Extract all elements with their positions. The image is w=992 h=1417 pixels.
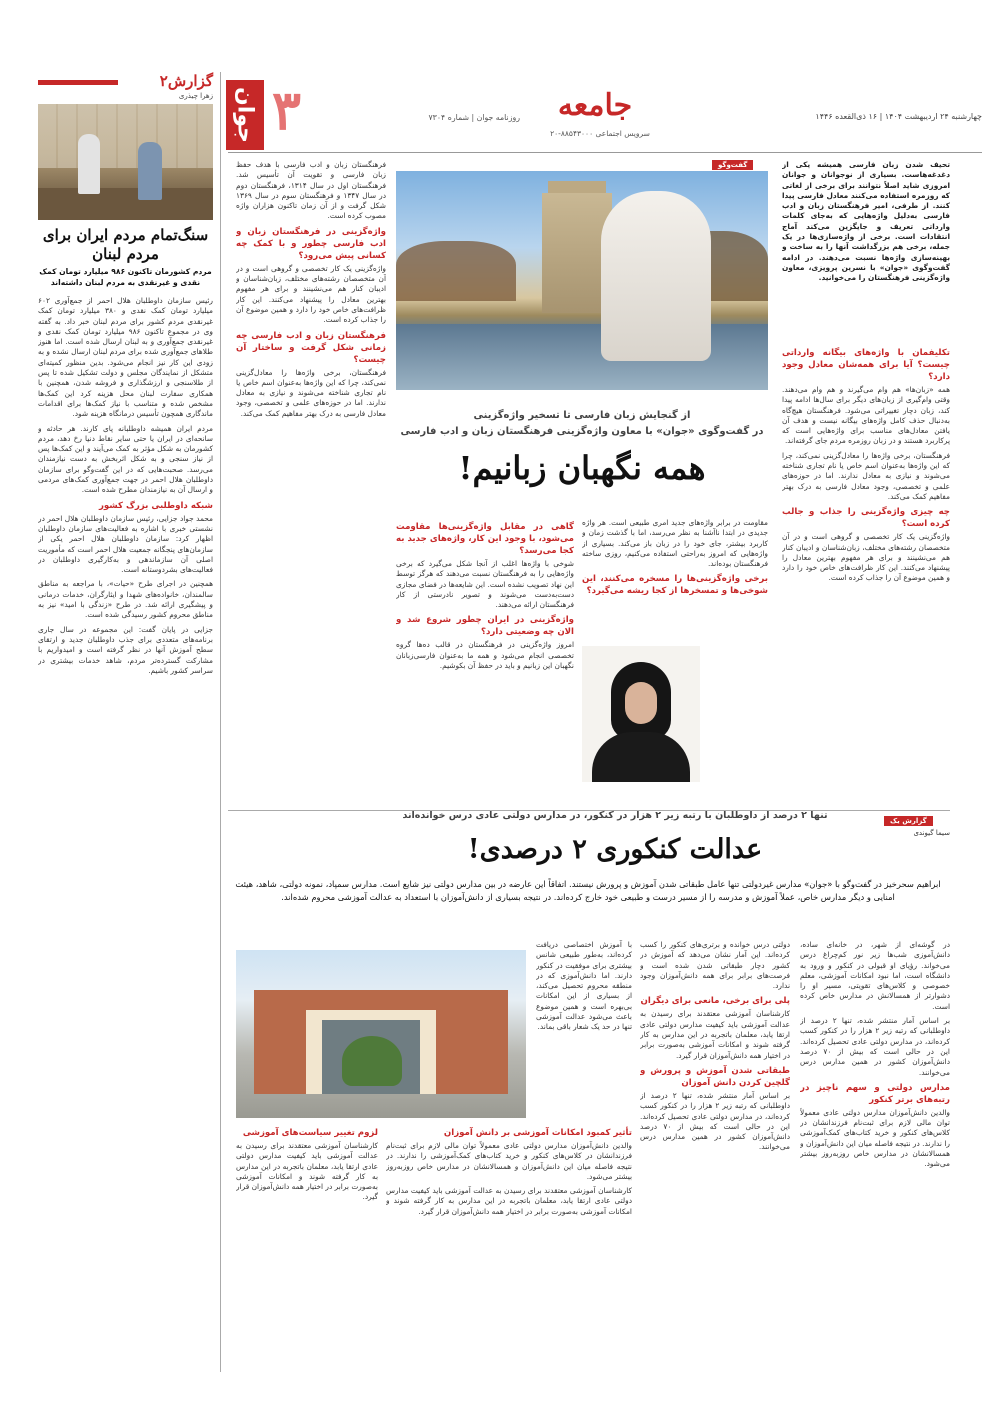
sidebar-header (38, 72, 213, 90)
paragraph: همچنین در اجرای طرح «حیات»، با مراجعه به مناطق سالمندان، خانواده‌های شهدا و ایثارگران، خدمات درمانی و پیشگیری ارائه شد. در طرح «زندگی با امید» نیز به مناطق محروم کشور رسیدگی شده است. (38, 579, 213, 620)
article2-col-1 (800, 940, 950, 1380)
feature-headline: همه نگهبان زبانیم! (458, 449, 706, 487)
interviewee-portrait (582, 646, 700, 782)
article2-col-2 (640, 940, 790, 1380)
paragraph: مردم ایران همیشه داوطلبانه پای کارند. هر حادثه و سانحه‌ای در ایران یا حتی سایر نقاط دنیا رخ دهد، مردم کشورمان به شکل مؤثر به کمک می‌آیند و این کمک‌ها پس از نیاز سنجی و به شکل اثربخش به دست نیازمندان می‌رسد. صحبت‌هایی که در این گفت‌وگو برای سازمان داوطلبان هلال احمر در جهت جمع‌آوری کمک‌های مردمی و ارسال آن به نیازمندان مطرح شده است. (38, 423, 213, 495)
feature-section-label: گفت‌وگو (712, 160, 753, 170)
paragraph: والدین دانش‌آموزان مدارس دولتی عادی معمولاً توان مالی لازم برای ثبت‌نام فرزندانشان در کلاس‌های کنکور و خرید کتاب‌های کمک‌آموزشی را ندارند. در نتیجه فاصله میان این دانش‌آموزان و همسالانشان در مدارس خاص روزبه‌روز بیشتر می‌شود. (386, 1141, 632, 1181)
feature-col-right (782, 344, 950, 804)
sidebar-accent-bar (38, 80, 118, 85)
paragraph: بر اساس آمار منتشر شده، تنها ۲ درصد از داوطلبانی که رتبه زیر ۲ هزار را در کنکور کسب کرده‌اند، در مدارس دولتی عادی تحصیل کرده‌اند. این در حالی است که بیش از ۷۰ درصد دانش‌آموزان کشور در همین مدارس درس می‌خوانند. (800, 1016, 950, 1077)
sidebar-photo (38, 104, 213, 220)
subhead: چه چیزی واژه‌گزینی را جذاب و جالب کرده است؟ (782, 507, 950, 530)
sidebar-lead: مردم کشورمان تاکنون ۹۸۶ میلیارد تومان کمک نقدی و غیرنقدی به مردم لبنان داشته‌اند (39, 267, 212, 287)
paragraph: کارشناسان آموزشی معتقدند برای رسیدن به عدالت آموزشی باید کیفیت مدارس دولتی عادی ارتقا یابد، معلمان باتجربه در این مدارس به کار گرفته شوند و امکانات آموزشی به‌صورت برابر در اختیار همه دانش‌آموزان قرار گیرد. (236, 1141, 378, 1202)
subhead: برخی واژه‌گزینی‌ها را مسخره می‌کنند، این شوخی‌ها و تمسخرها از کجا ریشه می‌گیرد؟ (582, 574, 768, 597)
subhead: فرهنگستان زبان و ادب فارسی چه زمانی شکل گرفت و ساختار آن چیست؟ (236, 330, 386, 365)
sidebar-body (38, 296, 213, 1366)
article2-col-4 (386, 1124, 632, 1380)
subhead: تکلیفمان با واژه‌های بیگانه وارداتی چیست؟ آیا برای همه‌شان معادل وجود دارد؟ (782, 348, 950, 382)
subhead: طبقاتی شدن آموزش و پرورش و گلچین کردن دانش آموزان (640, 1065, 790, 1088)
paragraph: با آموزش اختصاصی دریافت کرده‌اند، به‌طور طبیعی شانس بیشتری برای موفقیت در کنکور دارند. اما دانش‌آموزی که در منطقه محروم تحصیل می‌کند، از بسیاری از این امکانات بی‌بهره است و همین موضوع باعث می‌شود عدالت آموزشی تنها در حد یک شعار باقی بماند. (536, 940, 632, 1032)
feature-intro: تحیف شدن زبان فارسی همیشه یکی از دغدغه‌هاست. بسیاری از نوجوانان و جوانان امروزی شاید اصلاً نتوانند برای برخی از لغاتی که روزمره استفاده می‌کنند معادل فارسی پیدا کنند. از طرفی، امیر فرهنگستان زبان و ادب فارسی به‌دلیل واژه‌هایی که به‌جای کلمات وارداتی تعریف و جایگزین می‌کند آماج انتقادات است. برخی از واژه‌سازی‌ها در یک جمله، برخی هم بزرگداشت آنها را به ساخت و بهینه‌سازی واژه‌ها نسبت می‌دهند. در ادامه گفت‌وگوی «جوان» با نسرین پرویزی، معاون واژه‌گزینی فرهنگستان را می‌خوانید. (782, 160, 950, 283)
article2-author: سیما گیوندی (913, 829, 950, 837)
paragraph: مقاومت در برابر واژه‌های جدید امری طبیعی است. هر واژه جدیدی در ابتدا ناآشنا به نظر می‌رسد، اما با گذشت زمان و کاربرد بیشتر، جای خود را در زبان باز می‌کند. بسیاری از واژه‌هایی که امروز به‌راحتی استفاده می‌کنیم، روزی ساخته فرهنگستان بوده‌اند. (582, 518, 768, 569)
paragraph: والدین دانش‌آموزان مدارس دولتی عادی معمولاً توان مالی لازم برای ثبت‌نام فرزندانشان در کلاس‌های کنکور و خرید کتاب‌های کمک‌آموزشی را ندارند. در نتیجه فاصله میان این دانش‌آموزان و همسالانشان در مدارس خاص روزبه‌روز بیشتر می‌شود. (800, 1107, 950, 1169)
masthead-divider (228, 152, 982, 153)
sidebar-headline: سنگ‌تمام مردم ایران برای مردم لبنان (42, 226, 209, 263)
paragraph: واژه‌گزینی یک کار تخصصی و گروهی است و در آن متخصصان رشته‌های مختلف، زبان‌شناسان و ادیبان کنار هم می‌نشینند و برای هر مفهوم بهترین معادل را پیشنهاد می‌کنند. این کار ظرافت‌های خاص خود را دارد و همین موضوع آن را جذاب کرده است. (782, 532, 950, 583)
subhead: گاهی در مقابل واژه‌گزینی‌ها مقاومت می‌شود، با وجود این کار، واژه‌های جدید به کجا می‌رسد؟ (396, 522, 574, 556)
paragraph: فرهنگستان، برخی واژه‌ها را معادل‌گزینی نمی‌کند، چرا که این واژه‌ها به‌عنوان اسم خاص یا نام تجاری شناخته می‌شوند و نیازی به معادل ندارند. اما در حوزه‌های علمی و تخصصی، وجود معادل فارسی به درک بهتر مفاهیم کمک می‌کند. (782, 450, 950, 501)
subhead: واژه‌گزینی در فرهنگستان زبان و ادب فارسی چطور و با کمک چه کسانی پیش می‌رود؟ (236, 226, 386, 261)
feature-col-c (236, 160, 386, 806)
paragraph: رئیس سازمان داوطلبان هلال احمر از جمع‌آوری ۶۰۲ میلیارد تومان کمک نقدی و ۳۸۰ میلیارد تومان کمک غیرنقدی مردم کشور برای مردم لبنان خبر داد. به گفته وی در مجموع تاکنون ۹۸۶ میلیارد تومان کمک نقدی و غیرنقدی جمع‌آوری و به لبنان ارسال شده است. اما هنوز طلاهای جمع‌آوری شده برای مردم لبنان ارسال نشده و به زودی این کار نیز انجام می‌شود. بدین منظور کمیته‌ای متشکل از نمایندگان مجلس و دولت تشکیل شده تا پس از طلاسنجی و ارزشگذاری و فروشه شدن، همچنین با همکاری سفارت لبنان محل هزینه کرد این کمک‌ها مشخص شده و متناسب با نیاز کمک‌ها برای اقدامات ماندگاری همچون تأسیس درمانگاه هزینه شود. (38, 296, 213, 419)
subhead: مدارس دولتی و سهم ناچیز در رتبه‌های برتر کنکور (800, 1082, 950, 1105)
column-rule (220, 72, 221, 1372)
subhead: تأثیر کمبود امکانات آموزشی بر دانش آموزان (443, 1128, 632, 1138)
paragraph: امروز واژه‌گزینی در فرهنگستان در قالب ده‌ها گروه تخصصی انجام می‌شود و همه ما به‌عنوان فارسی‌زبانان نگهبان این زبانیم و باید در حفظ آن بکوشیم. (396, 640, 574, 671)
article2-section-label: گزارش یک (884, 816, 933, 826)
article2-col-5 (236, 1124, 378, 1380)
paragraph: واژه‌گزینی یک کار تخصصی و گروهی است و در آن متخصصان رشته‌های مختلف، زبان‌شناسان و ادیبان کنار هم می‌نشینند و برای هر مفهوم بهترین معادل را پیشنهاد می‌کنند. این کار ظرافت‌های خاص خود را دارد و همین موضوع آن را جذاب کرده است. (236, 263, 386, 325)
section-subtitle: سرویس اجتماعی ۸۸۵۴۳۰۰۰-۲۰ (550, 129, 650, 138)
paragraph: بر اساس آمار منتشر شده، تنها ۲ درصد از داوطلبانی که رتبه زیر ۲ هزار را در کنکور کسب کرده‌اند، در مدارس دولتی عادی تحصیل کرده‌اند. این در حالی است که بیش از ۷۰ درصد دانش‌آموزان کشور در همین مدارس درس می‌خوانند. (640, 1090, 790, 1152)
paragraph: شوخی با واژه‌ها اغلب از آنجا شکل می‌گیرد که برخی واژه‌هایی را به فرهنگستان نسبت می‌دهند که هرگز توسط این نهاد تصویب نشده است. این شایعه‌ها در فضای مجازی دست‌به‌دست می‌شوند و تصویر نادرستی از کار فرهنگستان ارائه می‌دهند. (396, 559, 574, 610)
article2-col-3 (536, 940, 632, 1112)
issue-date: چهارشنبه ۲۴ اردیبهشت ۱۴۰۴ | ۱۶ ذی‌القعده ۱۴۴۶ (815, 112, 982, 121)
paragraph: همه «زبان‌ها» هم وام می‌گیرند و هم وام می‌دهند. وقتی وام‌گیری از زبان‌های دیگر برای سال‌ها ادامه پیدا کند، زبان دچار تغییراتی می‌شود. فرهنگستان هیچ‌گاه به‌دنبال حذف کامل واژه‌های بیگانه نیست و هدف آن یافتن معادل‌های مناسب برای واژه‌هایی است که پرکاربرد هستند و در زبان روزمره مردم جای گرفته‌اند. (782, 385, 950, 446)
subhead: واژه‌گزینی در ایران چطور شروع شد و الان چه وضعیتی دارد؟ (396, 615, 574, 638)
paragraph: دولتی درس خوانده و برتری‌های کنکور را کسب کرده‌اند. این آمار نشان می‌دهد که آموزش در کشور دچار طبقاتی شدن شده است و فرصت‌های برابر برای همه دانش‌آموزان وجود ندارد. (640, 940, 790, 991)
paragraph: کارشناسان آموزشی معتقدند برای رسیدن به عدالت آموزشی باید کیفیت مدارس دولتی عادی ارتقا یابد، معلمان باتجربه در این مدارس به کار گرفته شوند و امکانات آموزشی به‌صورت برابر در اختیار همه دانش‌آموزان قرار گیرد. (640, 1009, 790, 1060)
newspaper-logo: جوان (226, 80, 264, 150)
article2-headline: عدالت کنکوری ۲ درصدی! (467, 834, 763, 865)
feature-hero-photo (396, 171, 768, 390)
paragraph: در گوشه‌ای از شهر، در خانه‌ای ساده، دانش‌آموزی شب‌ها زیر نور کم‌چراغ درس می‌خواند. رؤیای او قبولی در کنکور و ورود به دانشگاه است، اما نبود امکانات آموزشی، معلم خصوصی و کلاس‌های تقویتی، مسیر او را دشوارتر از همسالانش در مدارس خاص کرده است. (800, 940, 950, 1011)
paragraph: کارشناسان آموزشی معتقدند برای رسیدن به عدالت آموزشی باید کیفیت مدارس دولتی عادی ارتقا یابد، معلمان باتجربه در این مدارس به کار گرفته شوند و امکانات آموزشی به‌صورت برابر در اختیار همه دانش‌آموزان قرار گیرد. (386, 1186, 632, 1216)
article2-kicker: تنها ۲ درصد از داوطلبان با رتبه زیر ۲ هزار در کنکور، در مدارس دولتی عادی درس خوانده‌اند (402, 810, 828, 821)
subhead: شبکه داوطلبی بزرگ کشور (98, 500, 213, 511)
paper-info: روزنامه جوان | شماره ۷۳۰۴ (428, 113, 520, 122)
feature-kicker: از گنجایش زبان فارسی تا تسخیر واژه‌گزینی در گفت‌وگوی «جوان» با معاون واژه‌گزینی فرهنگستان زبان و ادب فارسی (400, 410, 764, 437)
sidebar-author: زهرا چیذری (178, 92, 213, 100)
school-photo (236, 950, 526, 1118)
page-number: ۳ (272, 78, 302, 142)
subhead: لزوم تغییر سیاست‌های آموزشی (242, 1128, 378, 1138)
feature-col-a (582, 518, 768, 644)
paragraph: محمد جواد جزایی، رئیس سازمان داوطلبان هلال احمر در نشستی خبری با اشاره به فعالیت‌های سازمان داوطلبان اظهار کرد: سازمان داوطلبان هلال احمر یکی از سازمان‌های پنجگانه جمعیت هلال احمر است که مأموریت اصلی آن سازماندهی و به‌کارگیری داوطلبان در فعالیت‌های بشردوستانه است. (38, 513, 213, 575)
section-title: جامعه (557, 88, 633, 123)
sidebar-section-label: گزارش۲ (159, 72, 213, 90)
paragraph: فرهنگستان زبان و ادب فارسی با هدف حفظ زبان فارسی و تقویت آن تأسیس شد. فرهنگستان اول در سال ۱۳۱۴، فرهنگستان دوم در سال ۱۳۴۷ و فرهنگستان سوم در سال ۱۳۶۹ شکل گرفت و از آن زمان تاکنون هزاران واژه مصوب کرده است. (236, 160, 386, 221)
subhead: پلی برای برخی، مانعی برای دیگران (640, 996, 790, 1007)
paragraph: جزایی در پایان گفت: این مجموعه در سال جاری برنامه‌های متعددی برای جذب داوطلبان جدید و ارتقای سطح آموزش آنها در نظر گرفته است و امیدواریم با مشارکت گسترده‌تر مردم، شاهد خدمات بیشتری در سراسر کشور باشیم. (38, 624, 213, 675)
paragraph: فرهنگستان، برخی واژه‌ها را معادل‌گزینی نمی‌کند، چرا که این واژه‌ها به‌عنوان اسم خاص یا نام تجاری شناخته می‌شوند و نیازی به معادل ندارند. اما در حوزه‌های علمی و تخصصی، وجود معادل فارسی به درک بهتر مفاهیم کمک می‌کند. (236, 367, 386, 418)
article2-lead: ابراهیم سحرخیز در گفت‌وگو با «جوان» مدارس غیردولتی تنها عامل طبقاتی شدن آموزش و پرورش نیستند. اتفاقاً این عارضه در بین مدارس دولتی نیز شایع است. مدارس سمپاد، نمونه دولتی، شاهد، هیئت امنایی و دیگر مدارس خاص، عملاً آموزش و مدرسه را از مسیر درست و طبیعی خود خارج کرده‌اند. در نتیجه بسیاری از دانش‌آموزان با استعداد به عدالت آموزشی محروم شده‌اند. (235, 879, 941, 902)
feature-col-b (396, 518, 574, 808)
